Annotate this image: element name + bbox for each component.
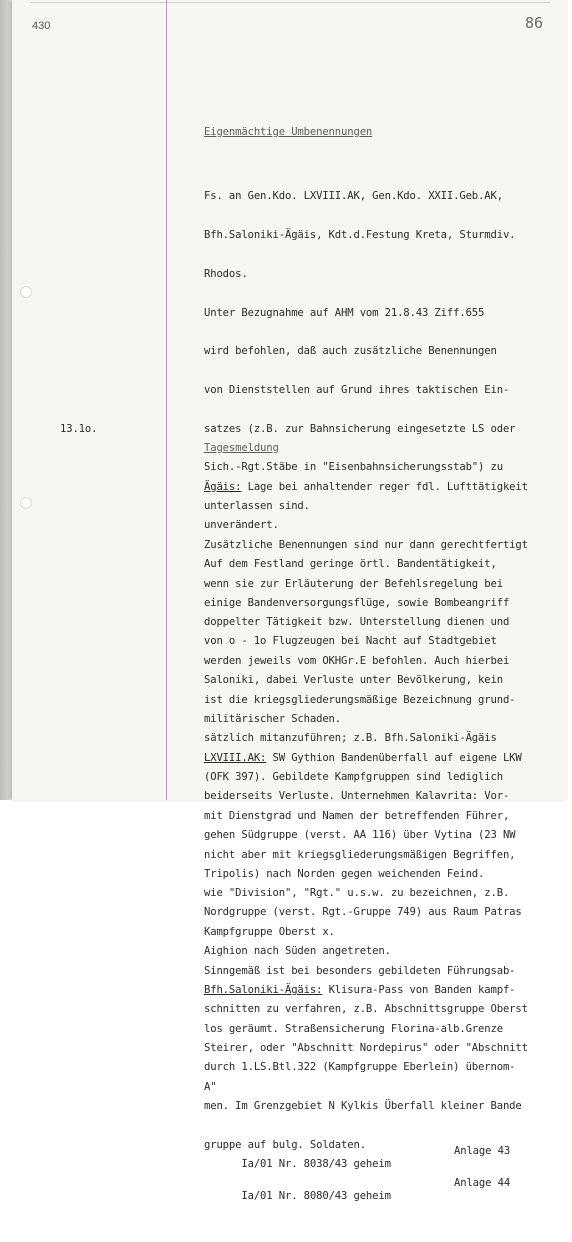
text-line: nicht aber mit kriegsgliederungsmäßigen Begriffen, xyxy=(204,848,516,861)
text-line: A" xyxy=(204,1080,217,1093)
section-heading: Eigenmächtige Umbenennungen xyxy=(204,125,373,138)
text-line: men. Im Grenzgebiet N Kylkis Überfall kleiner Bande xyxy=(204,1100,522,1113)
top-edge-line xyxy=(30,2,550,3)
text-line: Saloniki, dabei Verluste unter Bevölkerung, kein xyxy=(204,674,503,687)
text-line: gruppe auf bulg. Soldaten. xyxy=(204,1138,366,1151)
text-line: Nordgruppe (verst. Rgt.-Gruppe 749) aus Raum Patras xyxy=(204,906,522,919)
text-line: wie "Division", "Rgt." u.s.w. zu bezeichnen, z.B. xyxy=(204,887,510,900)
text-line: von o - 1o Flugzeugen bei Nacht auf Stadtgebiet xyxy=(204,635,497,648)
report-line-bfh xyxy=(204,984,528,997)
attachment-label: Anlage 44 xyxy=(454,1177,511,1190)
margin-line xyxy=(166,0,167,800)
text-fragment: SW Gythion Bandenüberfall auf eigene LKW xyxy=(266,751,522,764)
text-line: von Dienststellen auf Grund ihres taktischen Ein- xyxy=(204,383,510,396)
text-line: satzes (z.B. zur Bahnsicherung eingesetzte LS oder xyxy=(204,422,516,435)
text-line: wenn sie zur Erläuterung der Befehlsregelung bei xyxy=(204,577,503,590)
unit-label-aegaeis: Ägäis: xyxy=(204,480,242,493)
reference-line xyxy=(204,1177,528,1216)
punch-hole xyxy=(20,497,32,509)
text-line: einige Bandenversorgungsflüge, sowie Bombeangriff xyxy=(204,596,510,609)
unit-label-bfh: Bfh.Saloniki-Ägäis: xyxy=(204,983,323,996)
text-line: gehen Südgruppe (verst. AA 116) über Vytina (23 NW xyxy=(204,829,516,841)
text-line: schnitten zu verfahren, z.B. Abschnittsgruppe Oberst xyxy=(204,1003,528,1016)
page-number-left: 430 xyxy=(32,20,51,32)
punch-hole xyxy=(20,286,32,298)
report-line-aegaeis xyxy=(204,481,528,494)
text-fragment: Lage bei anhaltender reger fdl. Lufttätigkeit xyxy=(241,480,528,493)
text-line: militärischer Schaden. xyxy=(204,712,342,725)
text-line: Sich.-Rgt.Stäbe in "Eisenbahnsicherungsstab") zu xyxy=(204,461,503,474)
section-heading: Tagesmeldung xyxy=(204,441,279,454)
text-line: ist die kriegsgliederungsmäßige Bezeichnung grund- xyxy=(204,693,516,706)
reference-number: Ia/01 Nr. 8038/43 geheim xyxy=(241,1158,391,1171)
text-line: Sinngemäß ist bei besonders gebildeten Führungsab- xyxy=(204,964,516,977)
text-line: unterlassen sind. xyxy=(204,500,310,513)
text-line: werden jeweils vom OKHGr.E befohlen. Auch hierbei xyxy=(204,654,510,667)
reference-number: Ia/01 Nr. 8080/43 geheim xyxy=(241,1190,391,1203)
section-daily-report xyxy=(204,416,528,1242)
text-line: beiderseits Verluste. Unternehmen Kalavrita: Vor- xyxy=(204,790,510,803)
text-line: Unter Bezugnahme auf AHM vom 21.8.43 Ziff.655 xyxy=(204,306,485,319)
text-line: Bfh.Saloniki-Ägäis, Kdt.d.Festung Kreta, Sturmdiv. xyxy=(204,229,516,242)
text-line: Zusätzliche Benennungen sind nur dann gerechtfertigt xyxy=(204,538,528,551)
text-line: unverändert. xyxy=(204,519,279,532)
margin-date: 13.1o. xyxy=(60,423,98,435)
text-line: wird befohlen, daß auch zusätzliche Benennungen xyxy=(204,345,497,358)
unit-label-lxviii: LXVIII.AK: xyxy=(204,751,267,764)
text-line: Kampfgruppe Oberst x. xyxy=(204,926,335,938)
attachment-label: Anlage 43 xyxy=(454,1145,511,1158)
text-line: Auf dem Festland geringe örtl. Bandentätigkeit, xyxy=(204,557,497,570)
text-fragment: Klisura-Pass von Banden kampf- xyxy=(322,983,516,996)
text-line: doppelter Tätigkeit bzw. Unterstellung dienen und xyxy=(204,616,510,629)
text-line: durch 1.LS.Btl.322 (Kampfgruppe Eberlein) übernom- xyxy=(204,1061,516,1074)
text-line: Steirer, oder "Abschnitt Nordepirus" oder "Abschnitt xyxy=(204,1042,528,1055)
text-line: mit Dienstgrad und Namen der betreffenden Führer, xyxy=(204,809,510,822)
text-line: los geräumt. Straßensicherung Florina-alb.Grenze xyxy=(204,1022,503,1035)
report-line-lxviii xyxy=(204,752,528,765)
text-line: Rhodos. xyxy=(204,267,248,280)
text-line: sätzlich mitanzuführen; z.B. Bfh.Saloniki-Ägäis xyxy=(204,732,497,745)
text-line: (OFK 397). Gebildete Kampfgruppen sind lediglich xyxy=(204,771,503,784)
text-line: Fs. an Gen.Kdo. LXVIII.AK, Gen.Kdo. XXII.Geb.AK, xyxy=(204,190,503,203)
page-number-right: 86 xyxy=(525,14,544,32)
text-line: Tripolis) nach Norden gegen weichenden Feind. xyxy=(204,867,485,880)
text-line: Aighion nach Süden angetreten. xyxy=(204,945,391,958)
